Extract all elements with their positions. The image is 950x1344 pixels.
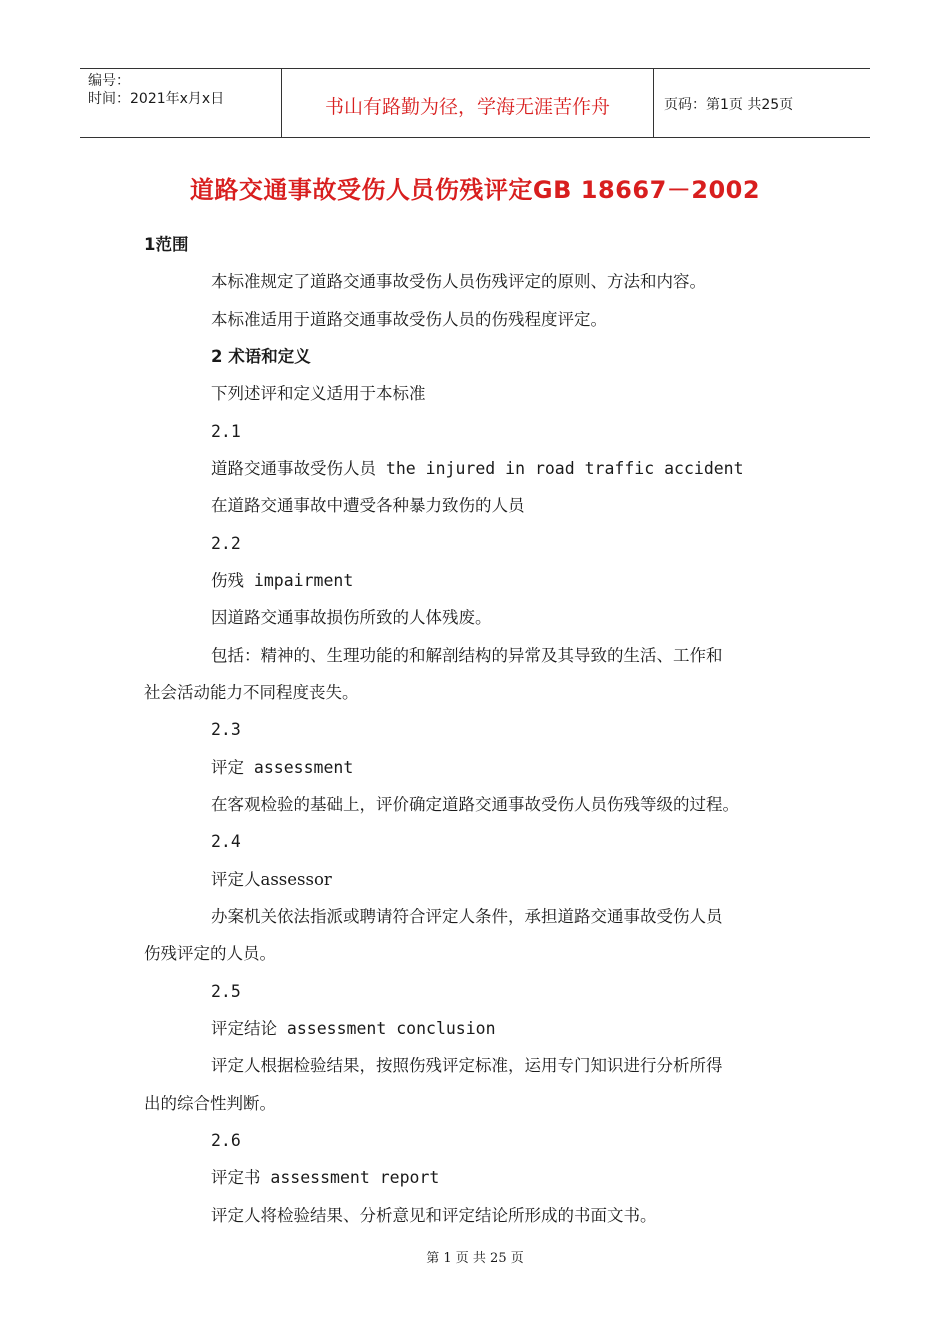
paragraph: 办案机关依法指派或聘请符合评定人条件，承担道路交通事故受伤人员 [211,907,723,926]
header-info-cell [80,69,282,137]
paragraph: 因道路交通事故损伤所致的人体残废。 [211,608,492,627]
paragraph: 本标准适用于道路交通事故受伤人员的伤残程度评定。 [211,310,607,329]
clause-number: 2.2 [211,534,241,553]
paragraph: 评定人将检验结果、分析意见和评定结论所形成的书面文书。 [211,1206,657,1225]
clause-number: 2.3 [211,720,241,739]
paragraph: 在客观检验的基础上，评价确定道路交通事故受伤人员伤残等级的过程。 [211,795,739,814]
header-motto: 书山有路勤为径，学海无涯苦作舟 [282,69,654,137]
paragraph-continuation: 社会活动能力不同程度丧失。 [144,683,359,702]
page-footer: 第 1 页 共 25 页 [426,1251,524,1266]
paragraph: 在道路交通事故中遭受各种暴力致伤的人员 [211,496,525,515]
term-definition: 道路交通事故受伤人员 the injured in road traffic accident [211,459,744,478]
term-definition: 评定结论 assessment conclusion [211,1019,496,1038]
term-definition: 评定 assessment [211,758,354,777]
paragraph: 下列述评和定义适用于本标准 [211,384,426,403]
paragraph: 本标准规定了道路交通事故受伤人员伤残评定的原则、方法和内容。 [211,272,706,291]
paragraph-continuation: 出的综合性判断。 [144,1094,276,1113]
section-heading: 2 术语和定义 [211,347,311,366]
header-page-info: 页码：第1页 共25页 [664,97,794,113]
time-label: 时间：2021年x月x日 [88,91,225,107]
clause-number: 2.5 [211,982,241,1001]
clause-number: 2.1 [211,422,241,441]
term-definition: 评定书 assessment report [211,1168,440,1187]
number-label: 编号： [88,73,130,89]
section-heading: 1范围 [144,235,189,254]
term-definition: 伤残 impairment [211,571,354,590]
paragraph: 包括：精神的、生理功能的和解剖结构的异常及其导致的生活、工作和 [211,646,723,665]
clause-number: 2.6 [211,1131,241,1150]
paragraph-continuation: 伤残评定的人员。 [144,944,276,963]
term-definition: 评定人assessor [211,870,332,889]
paragraph: 评定人根据检验结果，按照伤残评定标准，运用专门知识进行分析所得 [211,1056,723,1075]
header-table [80,68,870,138]
clause-number: 2.4 [211,832,241,851]
document-title: 道路交通事故受伤人员伤残评定GB 18667－2002 [189,176,761,204]
